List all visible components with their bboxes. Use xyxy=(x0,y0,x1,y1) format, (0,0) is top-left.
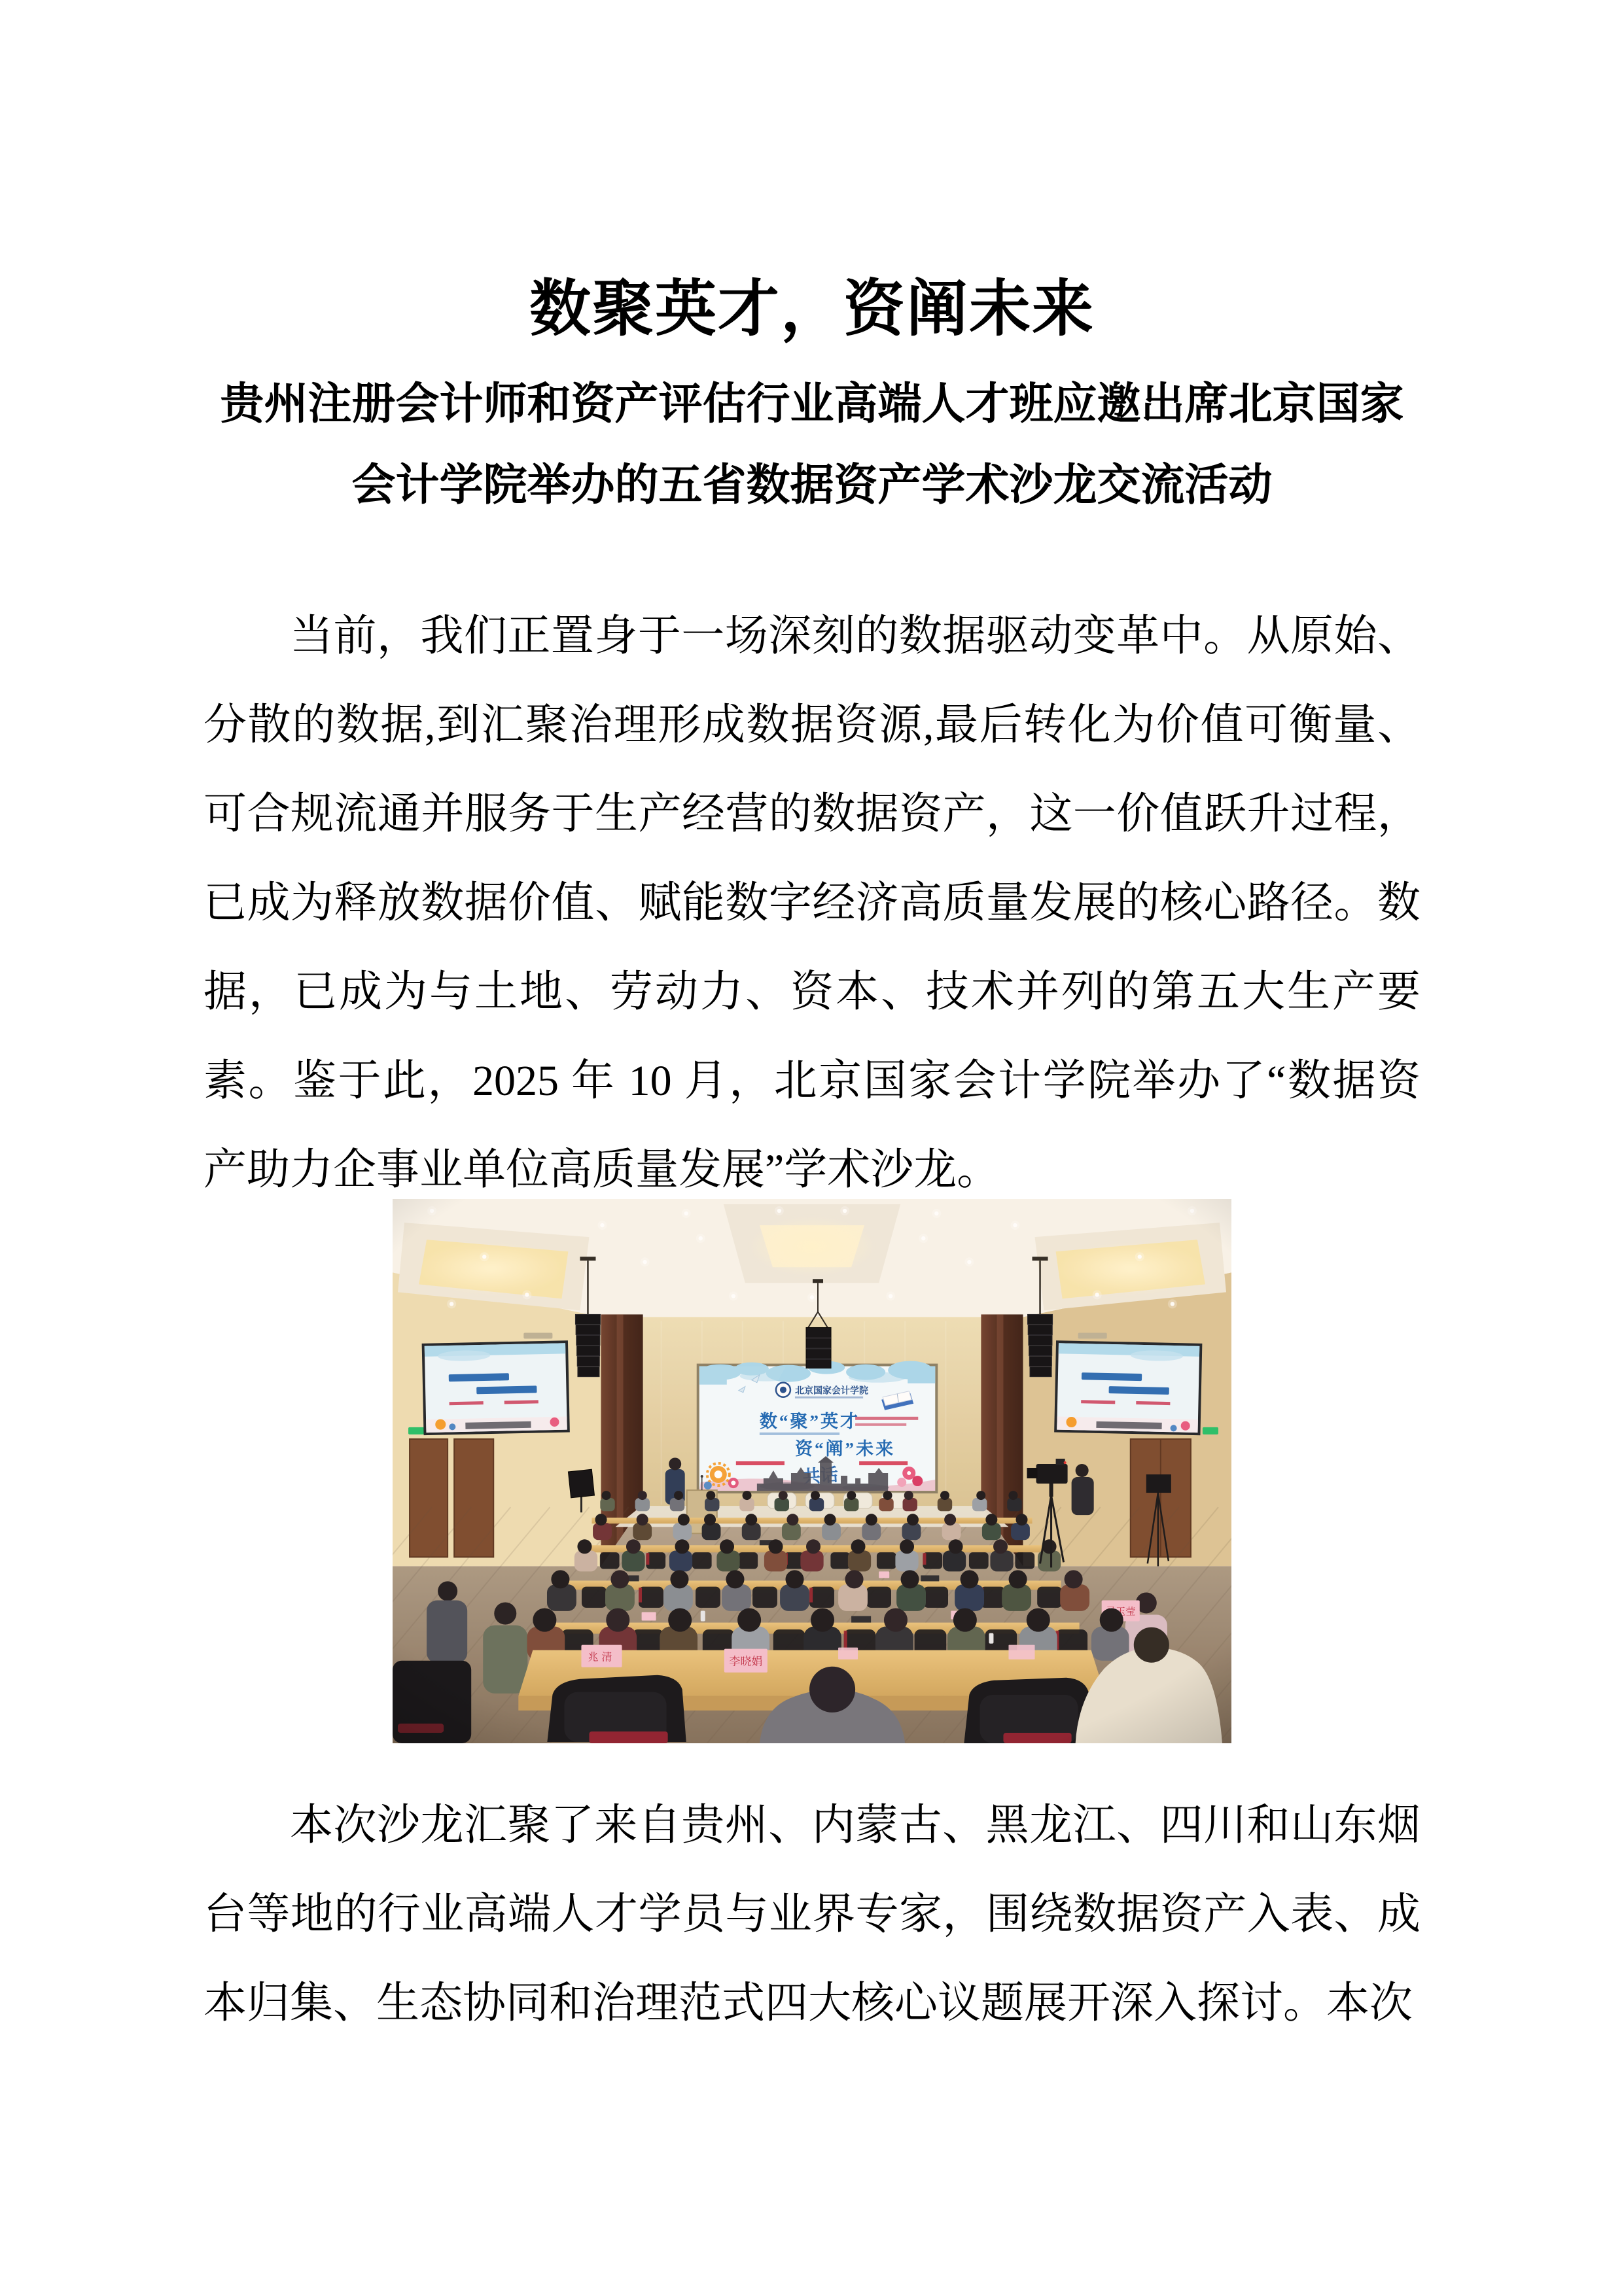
subtitle-line-1: 贵州注册会计师和资产评估行业高端人才班应邀出席北京国家 xyxy=(220,380,1404,428)
document-subtitle xyxy=(203,364,1421,526)
document-title: 数聚英才，资阐未来 xyxy=(529,275,1095,343)
conference-hall-scene xyxy=(393,1199,1231,1743)
vignette-overlay xyxy=(393,1199,1231,1743)
body-paragraph-1: 当前，我们正置身于一场深刻的数据驱动变革中。从原始、分散的数据,到汇聚治理形成数据资源,最后转化为价值可衡量、可合规流通并服务于生产经营的数据资产，这一价值跃升过程，已成为释放数据价值、赋能数字经济高质量发展的核心路径。数据，已成为与土地、劳动力、资本、技术并列的第五大生产要素。鉴于此，2025 年 10 月，北京国家会计学院举办了“数据资产助力企事业单位高质量发展”学术沙龙。 xyxy=(203,612,1421,1194)
subtitle-line-2: 会计学院举办的五省数据资产学术沙龙交流活动 xyxy=(351,461,1273,510)
body-paragraph-2: 本次沙龙汇聚了来自贵州、内蒙古、黑龙江、四川和山东烟台等地的行业高端人才学员与业界专家，围绕数据资产入表、成本归集、生态协同和治理范式四大核心议题展开深入探讨。本次 xyxy=(203,1801,1421,2027)
event-photo xyxy=(393,1199,1231,1743)
